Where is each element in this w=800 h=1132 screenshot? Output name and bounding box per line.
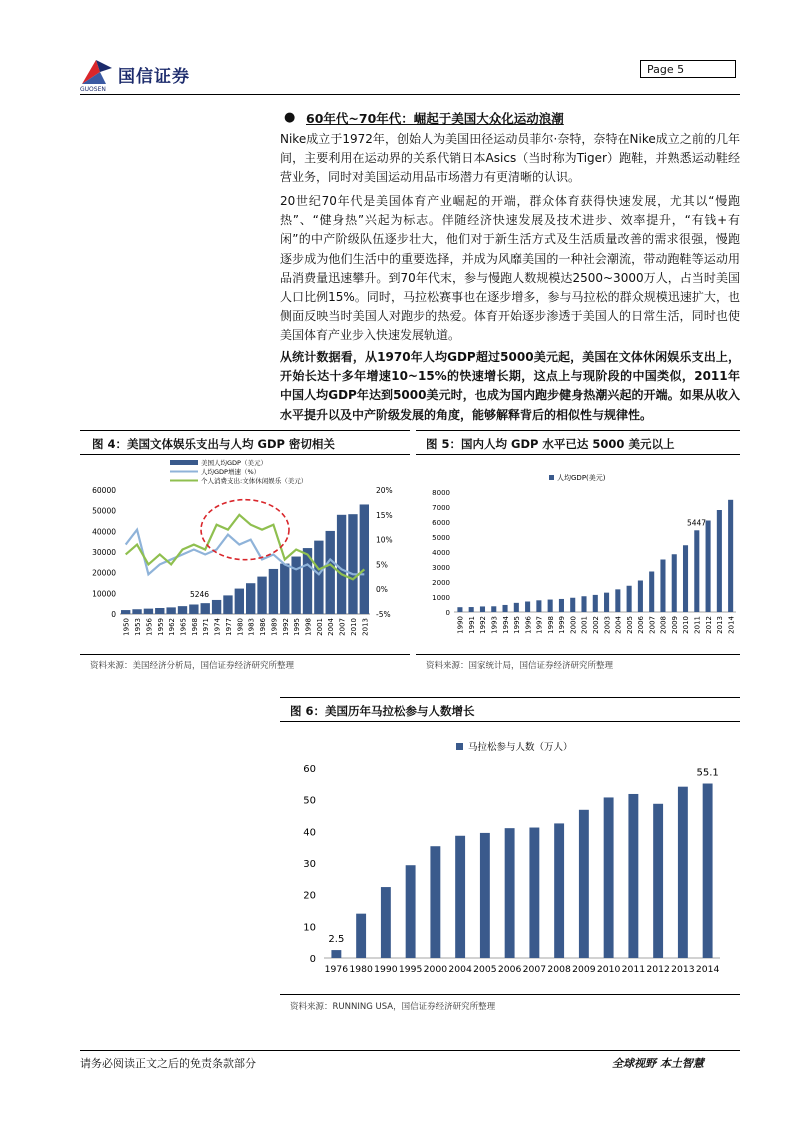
- fig6-x-tick: 2013: [671, 964, 695, 975]
- company-logo-text: 国信证券: [118, 67, 190, 87]
- fig5-chart: [416, 458, 740, 650]
- fig4-bottom-rule: [80, 654, 410, 655]
- fig6-bar: [381, 887, 391, 958]
- fig4-title-rule: [80, 454, 410, 455]
- fig5-x-tick: 2014: [727, 616, 736, 634]
- fig5-x-tick: 1998: [546, 616, 555, 634]
- fig5-x-tick: 2004: [614, 616, 623, 634]
- bullet-icon: ●: [284, 110, 296, 125]
- fig5-bar: [717, 510, 722, 612]
- fig6-legend-label: 马拉松参与人数（万人）: [468, 742, 573, 753]
- fig4-y-right-tick: 0%: [376, 585, 388, 595]
- fig6-y-tick: 30: [303, 859, 316, 870]
- fig4-x-tick: 1983: [247, 618, 256, 636]
- fig4-gdp-bar: [360, 504, 369, 614]
- fig6-bar: [653, 804, 663, 958]
- fig5-legend-swatch: [549, 475, 554, 480]
- fig5-x-tick: 2009: [670, 616, 679, 634]
- footer-slogan: 全球视野 本土智慧: [612, 1057, 704, 1070]
- fig5-y-tick: 0: [445, 609, 450, 617]
- fig4-top-rule: [80, 430, 410, 431]
- fig6-x-tick: 2009: [572, 964, 596, 975]
- fig5-bar: [728, 500, 733, 612]
- fig6-title: 图 6：美国历年马拉松参与人数增长: [290, 704, 475, 718]
- fig6-x-tick: 2004: [448, 964, 472, 975]
- fig4-x-tick: 1995: [293, 618, 302, 636]
- fig6-first-label: 2.5: [328, 934, 345, 946]
- fig5-bar: [514, 603, 519, 612]
- fig4-gdp-bar: [314, 541, 323, 614]
- fig5-bar: [581, 596, 586, 612]
- fig4-gdp-bar: [121, 610, 130, 614]
- fig5-x-tick: 2002: [592, 616, 600, 634]
- fig4-x-tick: 1956: [145, 618, 154, 636]
- fig6-y-tick: 0: [309, 954, 316, 965]
- fig4-x-tick: 1998: [304, 618, 313, 636]
- fig4-x-tick: 1986: [259, 618, 268, 636]
- fig6-bar: [529, 828, 539, 958]
- fig6-x-tick: 2005: [473, 964, 497, 975]
- footer-disclaimer: 请务必阅读正文之后的免责条款部分: [80, 1057, 256, 1070]
- fig5-y-tick: 6000: [432, 519, 450, 527]
- fig5-bar: [548, 600, 553, 612]
- section-heading: 60年代~70年代：崛起于美国大众化运动浪潮: [306, 111, 564, 126]
- fig5-source: 资料来源：国家统计局，国信证券经济研究所整理: [426, 661, 614, 671]
- fig6-x-tick: 1990: [374, 964, 398, 975]
- fig4-y-left-tick: 60000: [92, 486, 116, 495]
- fig4-gdp-bar: [189, 604, 198, 614]
- fig5-x-tick: 2007: [648, 616, 657, 634]
- fig4-y-left-tick: 0: [111, 610, 116, 619]
- fig4-gdp-bar: [144, 609, 153, 614]
- fig5-title: 图 5：国内人均 GDP 水平已达 5000 美元以上: [426, 437, 675, 451]
- fig5-x-tick: 1994: [501, 616, 510, 634]
- fig4-y-right-tick: -5%: [376, 610, 391, 619]
- fig4-x-tick: 1959: [156, 618, 165, 636]
- fig6-bar: [628, 794, 638, 958]
- fig6-bar: [579, 810, 589, 958]
- fig4-annotation: 5246: [189, 590, 210, 600]
- page-number: Page 5: [640, 60, 736, 78]
- fig4-x-tick: 1977: [224, 618, 233, 636]
- fig4-gdp-bar: [280, 564, 289, 614]
- fig6-y-tick: 60: [303, 764, 316, 775]
- fig5-x-tick: 1990: [456, 616, 465, 634]
- fig6-bar: [554, 823, 564, 958]
- fig6-y-tick: 20: [303, 890, 316, 902]
- logo-icon: [80, 58, 114, 86]
- fig5-x-tick: 2012: [704, 616, 713, 634]
- fig6-title-rule: [280, 721, 740, 722]
- fig4-y-left-tick: 30000: [92, 548, 116, 557]
- paragraph-nike-founding: Nike成立于1972年，创始人为美国田径运动员菲尔·奈特，奈特在Nike成立之前的几年间，主要利用在运动界的关系代销日本Asics（当时称为Tiger）跑鞋，并熟悉运动鞋经营业务，同时对美国运动用品市场潜力有更清晰的认识。: [280, 132, 740, 185]
- fig4-x-tick: 2010: [349, 618, 358, 636]
- fig4-gdp-bar: [235, 589, 244, 614]
- fig6-bar: [480, 833, 490, 958]
- fig6-x-tick: 1995: [398, 964, 423, 975]
- fig5-bar: [469, 607, 474, 612]
- fig5-x-tick: 1999: [558, 616, 567, 634]
- fig5-bar: [615, 589, 620, 612]
- fig6-x-tick: 2000: [423, 964, 448, 975]
- fig4-chart: [80, 458, 410, 650]
- fig5-x-tick: 1993: [490, 616, 499, 634]
- fig4-x-tick: 2001: [315, 618, 324, 636]
- fig4-gdp-bar: [212, 600, 221, 614]
- fig5-title-rule: [416, 454, 740, 455]
- fig6-y-tick: 10: [303, 922, 316, 934]
- fig5-x-tick: 2001: [580, 616, 589, 634]
- fig5-x-tick: 2011: [693, 616, 702, 634]
- fig4-x-tick: 1989: [270, 618, 279, 636]
- fig4-x-tick: 1980: [236, 618, 245, 636]
- fig4-gdp-bar: [155, 608, 164, 614]
- fig6-bar: [505, 828, 515, 958]
- fig5-bar: [604, 593, 609, 612]
- fig4-x-tick: 2004: [327, 618, 336, 636]
- fig4-gdp-bar: [178, 606, 187, 614]
- fig5-x-tick: 1995: [513, 616, 522, 634]
- fig5-y-tick: 4000: [432, 549, 450, 557]
- fig4-x-tick: 2013: [361, 618, 370, 636]
- fig5-legend-label: 人均GDP(美元): [557, 474, 606, 482]
- fig5-x-tick: 2003: [603, 616, 612, 634]
- fig4-gdp-bar: [269, 569, 278, 614]
- fig5-x-tick: 2008: [659, 616, 668, 634]
- fig5-bar: [683, 545, 688, 612]
- fig5-bar: [638, 581, 643, 613]
- paragraph-statistics: 从统计数据看，从1970年人均GDP超过5000美元起，美国在文体休闲娱乐支出上，开始长达十多年增速10~15%的快速增长期，这点上与现阶段的中国类似，2011年中国人均GDP年达到5000美元时，也成为国内跑步健身热潮兴起的开端。如果从收入水平提升以及中产阶级发展的角度，能够解释背后的相似性与规律性。: [280, 350, 740, 422]
- fig4-x-tick: 1992: [281, 618, 290, 636]
- fig5-bar: [649, 572, 654, 613]
- company-logo-en: GUOSEN: [80, 86, 106, 93]
- fig5-bar: [627, 586, 632, 612]
- fig5-x-tick: 1992: [479, 616, 488, 634]
- fig5-x-tick: 2000: [569, 616, 578, 634]
- fig6-x-tick: 1976: [324, 964, 349, 975]
- fig5-bar: [694, 530, 699, 612]
- fig5-bar: [660, 560, 665, 613]
- fig4-legend-label: 美国人均GDP（美元）: [201, 459, 267, 467]
- fig6-x-tick: 2010: [596, 964, 621, 975]
- fig6-x-tick: 2006: [497, 964, 522, 975]
- fig6-top-rule: [280, 697, 740, 698]
- fig5-bar: [706, 521, 711, 613]
- fig6-x-tick: 2012: [646, 964, 670, 975]
- fig6-legend-swatch: [456, 743, 463, 750]
- fig5-y-tick: 1000: [432, 594, 450, 602]
- fig4-y-right-tick: 15%: [376, 510, 393, 520]
- fig5-x-tick: 2013: [716, 616, 725, 634]
- fig4-gdp-bar: [291, 557, 300, 614]
- fig6-x-tick: 2008: [547, 964, 571, 975]
- fig5-bar: [525, 602, 530, 613]
- paragraph-jogging-boom: 20世纪70年代是美国体育产业崛起的开端，群众体育获得快速发展，尤其以“慢跑热”、“健身热”兴起为标志。伴随经济快速发展及技术进步、效率提升，“有钱+有闲”的中产阶级队伍逐步壮大，他们对于新生活方式及生活质量改善的需求很强，慢跑逐步成为他们生活中的重要选择，并成为风靡美国的一种社会潮流，带动跑鞋等运动用品消费量迅速攀升。到70年代末，参与慢跑人数规模达2500~3000万人，占当时美国人口比例15%。同时，马拉松赛事也在逐步增多，参与马拉松的群众规模迅速扩大，也侧面反映当时美国人对跑步的热爱。体育开始逐步渗透于美国人的日常生活，同时也使美国体育产业步入快速发展轨道。: [280, 194, 740, 343]
- fig4-y-right-tick: 5%: [376, 560, 388, 570]
- fig4-x-tick: 2007: [338, 618, 347, 636]
- fig4-x-tick: 1974: [213, 618, 222, 636]
- fig5-bottom-rule: [416, 654, 740, 655]
- fig6-source: 资料来源：RUNNING USA，国信证券经济研究所整理: [290, 1002, 496, 1012]
- fig6-bar: [331, 950, 341, 958]
- fig4-x-tick: 1965: [179, 618, 188, 636]
- fig4-gdp-bar: [337, 515, 346, 614]
- footer-divider: [80, 1050, 740, 1051]
- fig5-bar: [570, 598, 575, 612]
- header-divider: [80, 94, 740, 95]
- fig5-x-tick: 1997: [535, 616, 544, 634]
- fig5-bar: [503, 605, 508, 612]
- fig4-gdp-bar: [166, 607, 175, 614]
- fig4-gdp-bar: [223, 595, 232, 614]
- fig4-legend-label: 人均GDP增速（%）: [201, 468, 261, 476]
- fig4-title: 图 4：美国文体娱乐支出与人均 GDP 密切相关: [92, 437, 335, 451]
- fig4-source: 资料来源：美国经济分析局，国信证券经济研究所整理: [90, 661, 295, 671]
- fig5-y-tick: 8000: [432, 489, 450, 497]
- fig6-bar: [356, 914, 366, 958]
- fig5-x-tick: 2005: [625, 616, 634, 634]
- fig5-annotation: 5447: [686, 518, 707, 528]
- fig4-legend-swatch: [170, 460, 198, 465]
- fig6-bar: [678, 787, 688, 958]
- fig4-y-right-tick: 20%: [376, 486, 393, 495]
- fig4-gdp-bar: [201, 603, 210, 614]
- fig5-bar: [491, 606, 496, 612]
- fig4-x-tick: 1968: [190, 618, 199, 636]
- fig5-bar: [457, 607, 462, 612]
- fig4-gdp-bar: [132, 609, 141, 614]
- fig6-bar: [406, 865, 416, 958]
- fig6-bar: [703, 784, 713, 958]
- fig5-x-tick: 1991: [467, 616, 476, 634]
- fig6-x-tick: 2011: [621, 964, 646, 975]
- fig4-gdp-bar: [246, 583, 255, 614]
- fig6-bar: [604, 797, 614, 958]
- fig4-y-left-tick: 10000: [92, 589, 116, 599]
- fig6-bar: [430, 846, 440, 958]
- fig6-chart: [280, 726, 740, 990]
- fig5-y-tick: 5000: [432, 534, 450, 542]
- fig5-bar: [593, 595, 598, 612]
- fig5-x-tick: 2006: [637, 616, 646, 634]
- fig4-y-right-tick: 10%: [376, 535, 393, 545]
- fig4-gdp-bar: [348, 514, 357, 614]
- fig5-y-tick: 2000: [432, 579, 450, 587]
- fig4-x-tick: 1971: [202, 618, 211, 636]
- fig6-last-label: 55.1: [696, 767, 719, 779]
- fig4-y-left-tick: 40000: [92, 527, 116, 537]
- fig5-y-tick: 7000: [432, 504, 450, 512]
- fig6-x-tick: 2014: [695, 964, 720, 975]
- fig5-x-tick: 1996: [524, 616, 533, 634]
- fig6-y-tick: 40: [303, 827, 316, 839]
- fig4-y-left-tick: 20000: [92, 568, 116, 578]
- fig5-y-tick: 3000: [432, 564, 450, 572]
- fig6-bar: [455, 836, 465, 958]
- fig6-x-tick: 1980: [349, 964, 373, 975]
- fig6-y-tick: 50: [303, 795, 316, 807]
- fig4-x-tick: 1950: [122, 618, 131, 636]
- fig5-bar: [672, 554, 677, 612]
- fig5-top-rule: [416, 430, 740, 431]
- fig4-y-left-tick: 50000: [92, 506, 116, 516]
- fig4-x-tick: 1953: [134, 618, 143, 636]
- fig5-bar: [536, 600, 541, 612]
- fig4-x-tick: 1962: [168, 618, 177, 636]
- fig4-gdp-bar: [326, 531, 335, 614]
- fig5-bar: [559, 599, 564, 612]
- fig5-x-tick: 2010: [682, 616, 691, 634]
- fig4-legend-label: 个人消费支出:文体休闲娱乐（美元）: [201, 477, 308, 485]
- fig6-bottom-rule: [280, 994, 740, 995]
- fig4-gdp-bar: [257, 577, 266, 614]
- fig6-x-tick: 2007: [522, 964, 547, 975]
- fig5-bar: [480, 606, 485, 612]
